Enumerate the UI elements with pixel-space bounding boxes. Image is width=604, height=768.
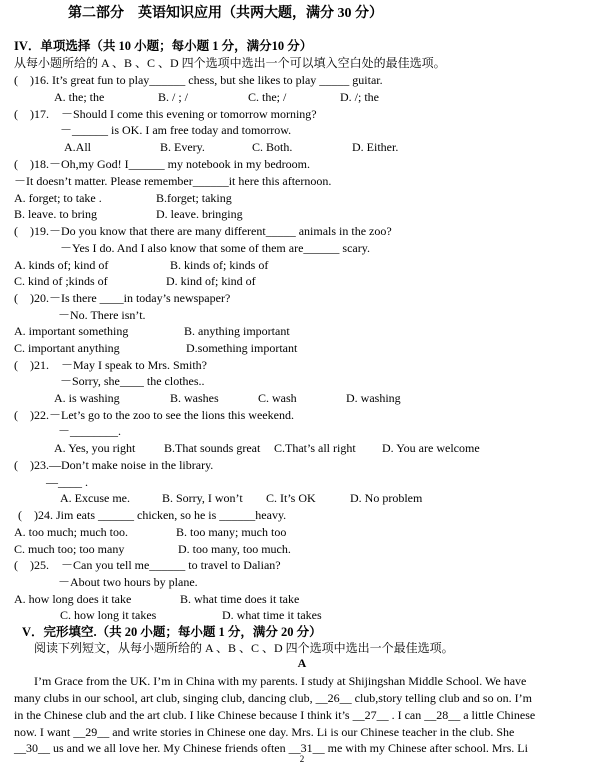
- question-22-stem: ( )22.－Let’s go to the zoo to see the lions this weekend.: [14, 408, 294, 422]
- section-5-instruction: 阅读下列短文，从每小题所给的 A 、B 、C 、D 四个选项中选出一个最佳选项。: [34, 641, 454, 655]
- question-17-option-c: C. Both.: [252, 140, 293, 154]
- question-21-option-b: B. washes: [170, 391, 219, 405]
- question-22-option-c: C.That’s all right: [274, 441, 356, 455]
- question-18-stem: ( )18.－Oh,my God! I______ my notebook in my bedroom.: [14, 157, 310, 171]
- question-19-option-b: B. kinds of; kinds of: [170, 258, 269, 272]
- question-25-option-a: A. how long does it take: [14, 592, 132, 606]
- question-22-option-b: B.That sounds great: [164, 441, 261, 455]
- question-20-option-a: A. important something: [14, 324, 129, 338]
- question-20-option-d: D.something important: [186, 341, 298, 355]
- question-17-option-a: A.All: [64, 140, 91, 154]
- question-22-option-a: A. Yes, you right: [54, 441, 136, 455]
- question-22-reply: －________.: [58, 424, 122, 438]
- passage-label: A: [297, 656, 307, 670]
- question-25-option-c: C. how long it takes: [60, 608, 157, 622]
- question-19-option-a: A. kinds of; kind of: [14, 258, 109, 272]
- question-21-stem: ( )21. －May I speak to Mrs. Smith?: [14, 358, 207, 372]
- part-heading: 第二部分 英语知识应用（共两大题，满分 30 分）: [68, 6, 383, 21]
- question-24-stem: ( )24. Jim eats ______ chicken, so he is ______heavy.: [18, 508, 287, 522]
- passage-line-2: many clubs in our school, art club, singing club, dancing club, __26__ club,story telling club and so on. I’m: [14, 691, 532, 705]
- question-24-option-b: B. too many; much too: [176, 525, 287, 539]
- question-25-reply: －About two hours by plane.: [58, 575, 198, 589]
- question-16-option-d: D. /; the: [340, 90, 379, 104]
- question-20-option-b: B. anything important: [184, 324, 290, 338]
- question-21-option-a: A. is washing: [54, 391, 120, 405]
- question-18-option-a: A. forget; to take .: [14, 191, 102, 205]
- question-23-option-b: B. Sorry, I won’t: [162, 491, 243, 505]
- question-18-option-b: B.forget; taking: [156, 191, 232, 205]
- page-number: 2: [299, 754, 305, 764]
- question-23-option-a: A. Excuse me.: [60, 491, 130, 505]
- question-17-reply: －______ is OK. I am free today and tomorrow.: [60, 123, 292, 137]
- question-16-stem: ( )16. It’s great fun to play______ chess, but she likes to play _____ guitar.: [14, 73, 383, 87]
- question-23-stem: ( )23.—Don’t make noise in the library.: [14, 458, 214, 472]
- question-21-option-c: C. wash: [258, 391, 297, 405]
- question-20-stem: ( )20.－Is there ____in today’s newspaper?: [14, 291, 231, 305]
- question-25-option-d: D. what time it takes: [222, 608, 322, 622]
- passage-line-1: I’m Grace from the UK. I’m in China with my parents. I study at Shijingshan Middle School. We have: [34, 674, 527, 688]
- question-25-option-b: B. what time does it take: [180, 592, 300, 606]
- question-16-option-c: C. the; /: [248, 90, 287, 104]
- question-19-stem: ( )19.－Do you know that there are many different_____ animals in the zoo?: [14, 224, 392, 238]
- question-18-option-c: B. leave. to bring: [14, 207, 97, 221]
- question-24-option-a: A. too much; much too.: [14, 525, 128, 539]
- question-19-option-d: D. kind of; kind of: [166, 274, 256, 288]
- question-23-option-d: D. No problem: [350, 491, 423, 505]
- question-21-option-d: D. washing: [346, 391, 401, 405]
- question-21-reply: －Sorry, she____ the clothes..: [60, 374, 205, 388]
- question-18-option-d: D. leave. bringing: [156, 207, 243, 221]
- question-17-stem: ( )17. －Should I come this evening or tomorrow morning?: [14, 107, 317, 121]
- question-17-option-b: B. Every.: [160, 140, 205, 154]
- question-22-option-d: D. You are welcome: [382, 441, 480, 455]
- question-24-option-d: D. too many, too much.: [178, 542, 291, 556]
- passage-line-5: __30__ us and we all love her. My Chinese friends often __31__ me with my Chinese after school. Mrs. Li: [14, 741, 528, 755]
- question-25-stem: ( )25. －Can you tell me______ to travel to Dalian?: [14, 558, 281, 572]
- section-5-title: V．完形填空.（共 20 小题；每小题 1 分，满分 20 分）: [22, 625, 322, 639]
- question-23-option-c: C. It’s OK: [266, 491, 316, 505]
- question-19-reply: －Yes I do. And I also know that some of them are______ scary.: [60, 241, 370, 255]
- question-20-reply: －No. There isn’t.: [58, 308, 146, 322]
- question-16-option-b: B. / ; /: [158, 90, 189, 104]
- question-18-reply: －It doesn’t matter. Please remember______it here this afternoon.: [14, 174, 332, 188]
- question-19-option-c: C. kind of ;kinds of: [14, 274, 108, 288]
- passage-line-3: in the Chinese club and the art club. I like Chinese because I think it’s __27__ . I can __28__ a little Chinese: [14, 708, 536, 722]
- question-16-option-a: A. the; the: [54, 90, 105, 104]
- section-4-instruction: 从每小题所给的 A 、B 、C 、D 四个选项中选出一个可以填入空白处的最佳选项。: [14, 56, 446, 70]
- question-17-option-d: D. Either.: [352, 140, 399, 154]
- question-24-option-c: C. much too; too many: [14, 542, 125, 556]
- question-20-option-c: C. important anything: [14, 341, 120, 355]
- passage-line-4: now. I want __29__ and write stories in Chinese one day. Mrs. Li is our Chinese teacher in the club. She: [14, 725, 515, 739]
- section-4-title: IV．单项选择（共 10 小题；每小题 1 分，满分10 分）: [14, 39, 313, 53]
- question-23-reply: —____ .: [46, 475, 88, 489]
